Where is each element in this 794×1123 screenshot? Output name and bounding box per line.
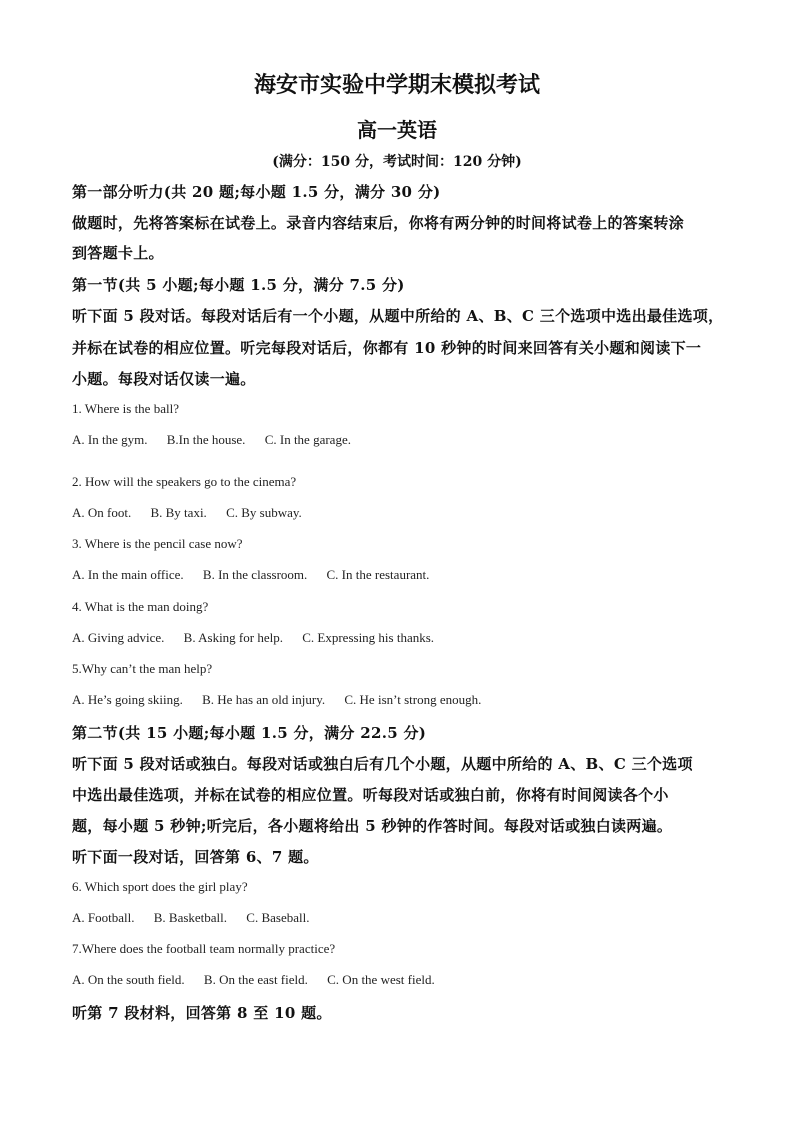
question-1: 1. Where is the ball? [72,401,179,416]
part1-instruction: 到答题卡上。 [72,244,164,262]
option-a: A. He’s going skiing. [72,692,183,707]
section1-heading: 第一节(共 5 小题;每小题 1.5 分，满分 7.5 分) [72,276,405,294]
option-b: B. Asking for help. [183,630,283,645]
section2-instruction: 题，每小题 5 秒钟;听完后，各小题将给出 5 秒钟的作答时间。每段对话或独白读两遍。 [72,817,673,835]
options-6 [72,910,325,926]
dialogue7-intro: 听第 7 段材料，回答第 8 至 10 题。 [72,1004,332,1022]
option-c: C. In the restaurant. [326,567,430,582]
option-a: A. In the main office. [72,567,184,582]
options-7 [72,972,451,988]
question-6: 6. Which sport does the girl play? [72,879,248,894]
exam-meta: (满分：150 分，考试时间：120 分钟) [272,154,522,170]
options-5 [72,692,497,708]
question-5: 5.Why can’t the man help? [72,661,213,676]
option-b: B. Basketball. [153,910,228,925]
section2-heading: 第二节(共 15 小题;每小题 1.5 分，满分 22.5 分) [72,724,427,742]
option-a: A. On foot. [72,505,132,520]
option-b: B.In the house. [166,432,246,447]
exam-subject: 高一英语 [357,118,437,142]
option-c: C. On the west field. [327,972,435,987]
question-3: 3. Where is the pencil case now? [72,536,243,551]
option-a: A. In the gym. [72,432,148,447]
option-c: C. In the garage. [264,432,351,447]
option-a: A. Football. [72,910,135,925]
option-a: A. Giving advice. [72,630,165,645]
option-b: B. In the classroom. [202,567,308,582]
section1-instruction: 听下面 5 段对话。每段对话后有一个小题，从题中所给的 A、B、C 三个选项中选出最佳选项， [72,307,724,325]
option-b: B. By taxi. [150,505,207,520]
option-b: B. On the east field. [203,972,308,987]
options-1 [72,432,367,448]
options-2 [72,505,318,521]
section1-instruction: 小题。每段对话仅读一遍。 [72,370,256,388]
option-c: C. By subway. [226,505,302,520]
section2-instruction: 中选出最佳选项，并标在试卷的相应位置。听每段对话或独白前，你将有时间阅读各个小 [72,786,669,804]
options-4 [72,630,450,646]
option-a: A. On the south field. [72,972,185,987]
option-c: C. Baseball. [246,910,310,925]
dialogue6-intro: 听下面一段对话，回答第 6、7 题。 [72,848,319,866]
question-7: 7.Where does the football team normally practice? [72,941,336,956]
exam-title: 海安市实验中学期末模拟考试 [253,72,540,98]
question-2: 2. How will the speakers go to the cinema? [72,474,297,489]
option-c: C. He isn’t strong enough. [344,692,482,707]
part1-instruction: 做题时，先将答案标在试卷上。录音内容结束后，你将有两分钟的时间将试卷上的答案转涂 [72,214,685,232]
section2-instruction: 听下面 5 段对话或独白。每段对话或独白后有几个小题，从题中所给的 A、B、C 三个选项 [72,755,693,773]
option-b: B. He has an old injury. [202,692,326,707]
option-c: C. Expressing his thanks. [302,630,435,645]
part1-heading: 第一部分听力(共 20 题;每小题 1.5 分，满分 30 分) [72,183,441,201]
question-4: 4. What is the man doing? [72,599,209,614]
section1-instruction: 并标在试卷的相应位置。听完每段对话后，你都有 10 秒钟的时间来回答有关小题和阅读下一 [72,339,702,357]
options-3 [72,567,445,583]
